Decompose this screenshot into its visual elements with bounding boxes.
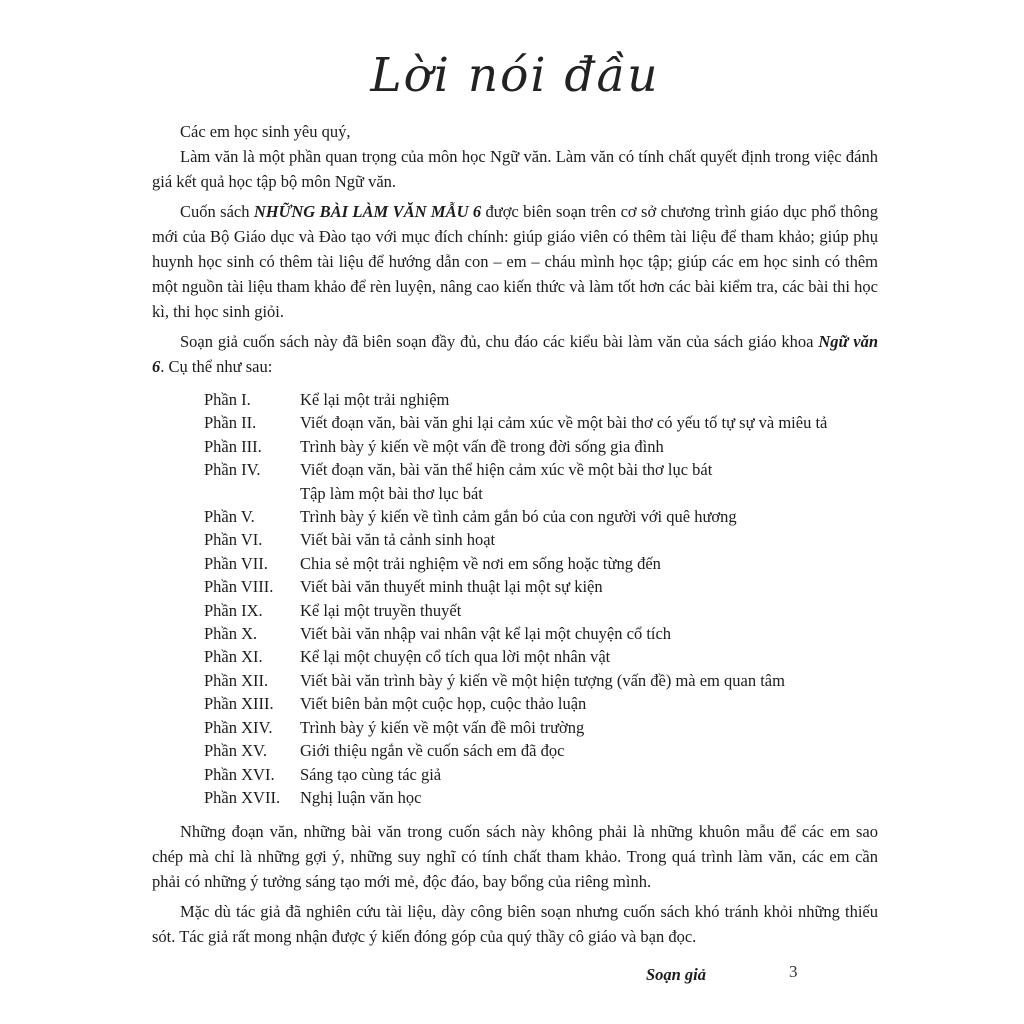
closing-paragraph-1: Những đoạn văn, những bài văn trong cuốn sách này không phải là những khuôn mẫu để các em sao chép mà chỉ là những gợi ý, những suy nghĩ có tính chất tham khảo. Trong quá trình làm văn, các em cần phải có những ý tưởng sáng tạo mới mẻ, độc đáo, bay bổng của riêng mình. [152,822,878,892]
part-label: Phần IX. [204,600,263,620]
part-label: Phần IV. [204,460,261,480]
part-row [204,528,878,551]
part-label: Phần XI. [204,647,263,667]
part-row [204,552,878,575]
part-label: Phần VI. [204,530,263,550]
part-label: Phần I. [204,390,251,409]
part-text: Viết biên bản một cuộc họp, cuộc thảo luận [300,694,587,714]
book-title-emphasis: NHỮNG BÀI LÀM VĂN MẪU 6 [253,202,482,221]
part-text: Trình bày ý kiến về tình cảm gắn bó của con người với quê hương [300,507,737,527]
part-row [204,388,878,411]
part-row [204,716,878,739]
part-row [204,599,878,622]
paragraph-text: . Cụ thể như sau: [160,357,273,376]
part-label: Phần X. [204,624,258,644]
part-label: Phần V. [204,507,255,527]
part-row [204,622,878,645]
part-text: Kể lại một chuyện cổ tích qua lời một nhân vật [300,647,611,667]
part-row [204,435,878,458]
part-text: Viết đoạn văn, bài văn thể hiện cảm xúc về một bài thơ lục bát [300,460,713,480]
part-text: Sáng tạo cùng tác giả [300,764,442,784]
part-label: Phần III. [204,436,262,456]
part-text: Trình bày ý kiến về một vấn đề trong đời sống gia đình [300,436,664,456]
part-label: Phần XIII. [204,694,274,714]
closing-paragraph-2: Mặc dù tác giả đã nghiên cứu tài liệu, dày công biên soạn nhưng cuốn sách khó tránh khỏi những thiếu sót. Tác giả rất mong nhận được ý kiến đóng góp của quý thầy cô giáo và bạn đọc. [152,902,878,947]
part-text: Trình bày ý kiến về một vấn đề môi trường [300,717,585,737]
part-row [204,786,878,809]
part-row [204,505,878,528]
page-number: 3 [789,962,798,981]
paragraph-text: Soạn giả cuốn sách này đã biên soạn đầy đủ, chu đáo các kiểu bài làm văn của sách giáo khoa [180,332,819,351]
part-text: Viết bài văn thuyết minh thuật lại một sự kiện [300,577,603,597]
part-row [204,411,878,434]
part-label: Phần VIII. [204,577,274,597]
part-label [204,482,300,505]
part-label: Phần XII. [204,670,269,690]
part-label: Phần XVII. [204,787,281,807]
part-label: Phần XIV. [204,717,273,737]
parts-list [204,388,878,809]
part-label: Phần XV. [204,741,267,761]
part-row [204,739,878,762]
page-title: Lời nói đầu [370,48,660,103]
part-label: Phần VII. [204,553,268,573]
paragraph-text: được biên soạn trên cơ sở chương trình giáo dục phổ thông mới của Bộ Giáo dục và Đào tạo với mục đích chính: giúp giáo viên có thêm tài liệu để tham khảo; giúp phụ huynh học sinh có thêm tài liệu để hướng dẫn con – em – cháu mình học tập; giúp các em học sinh có thêm một nguồn tài liệu tham khảo để rèn luyện, nâng cao kiến thức và làm tốt hơn các bài kiểm tra, các bài thi học kì, thi học sinh giỏi. [152,202,878,321]
part-row [204,482,878,505]
part-text: Chia sẻ một trải nghiệm về nơi em sống hoặc từng đến [300,553,661,573]
part-text: Tập làm một bài thơ lục bát [300,483,483,503]
part-text: Viết bài văn tả cảnh sinh hoạt [300,530,496,550]
part-label: Phần II. [204,413,257,433]
author-signature: Soạn giả [645,965,706,985]
intro-paragraph-1: Làm văn là một phần quan trọng của môn học Ngữ văn. Làm văn có tính chất quyết định trong việc đánh giá kết quả học tập bộ môn Ngữ văn. [152,147,878,191]
part-text: Viết bài văn nhập vai nhân vật kể lại một chuyện cổ tích [300,624,672,644]
paragraph-text: Cuốn sách [180,202,254,221]
page-content [152,48,878,985]
part-text: Giới thiệu ngắn về cuốn sách em đã đọc [300,741,565,761]
part-row [204,645,878,668]
part-text: Viết đoạn văn, bài văn ghi lại cảm xúc về một bài thơ có yếu tố tự sự và miêu tả [300,413,828,433]
part-row [204,763,878,786]
intro-paragraph-2 [152,199,878,324]
part-row [204,575,878,598]
textbook-name-emphasis: Ngữ văn 6 [152,332,878,376]
salutation: Các em học sinh yêu quý, [180,122,351,141]
part-row [204,669,878,692]
intro-paragraph-3 [152,329,878,379]
part-text: Nghị luận văn học [300,787,422,807]
part-label: Phần XVI. [204,764,275,784]
part-row [204,692,878,715]
part-row [204,458,878,481]
part-text: Viết bài văn trình bày ý kiến về một hiện tượng (vấn đề) mà em quan tâm [300,670,785,690]
part-text: Kể lại một truyền thuyết [300,600,462,620]
part-text: Kể lại một trải nghiệm [300,390,450,409]
